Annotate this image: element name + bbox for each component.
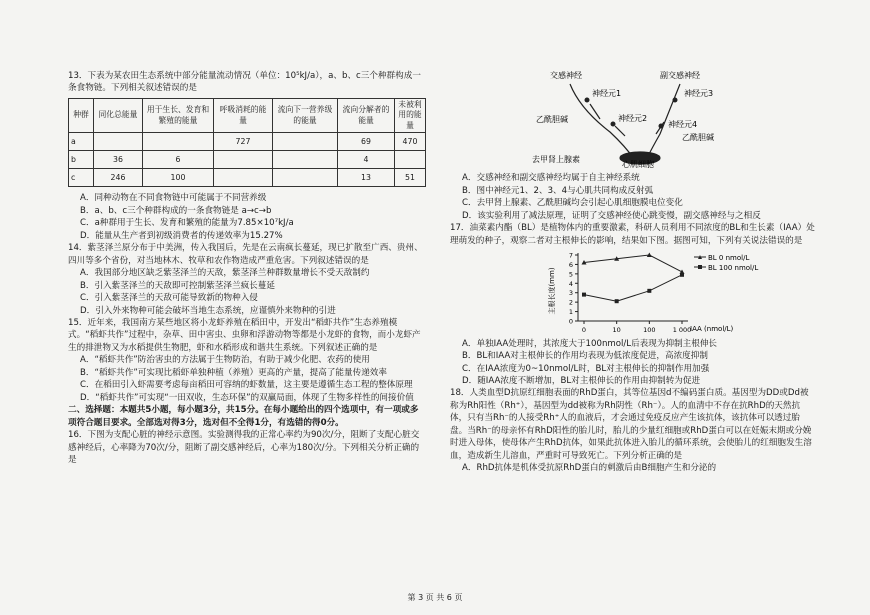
table-header-cell: 流向分解者的能量 xyxy=(338,98,395,133)
q14-option-c: C．引入紫茎泽兰的天敌可能导致新的物种入侵 xyxy=(80,293,258,304)
legend-label-bl0: BL 0 nmol/L xyxy=(708,254,750,263)
table-row xyxy=(69,133,426,151)
table-cell xyxy=(143,133,214,151)
table-header-row xyxy=(69,98,426,133)
series-line-1 xyxy=(584,275,682,301)
q17-option-b: B．BL和IAA对主根伸长的作用均表现为低浓度促进，高浓度抑制 xyxy=(462,351,708,362)
q13-option-d: D．能量从生产者到初级消费者的传递效率为15.27% xyxy=(80,230,283,241)
chart-legend xyxy=(694,254,758,272)
x-tick-label: 0 xyxy=(581,326,587,334)
q14-option-a: A．我国部分地区缺乏紫茎泽兰的天敌，紫茎泽兰种群数量增长不受天敌制约 xyxy=(80,268,370,279)
neuron-body xyxy=(585,98,590,103)
table-header-cell: 种群 xyxy=(69,98,94,133)
table-cell: a xyxy=(69,133,94,151)
series-line-0 xyxy=(584,255,682,272)
label-parasympathetic: 副交感神经 xyxy=(660,71,700,80)
table-header-cell: 流向下一营养级的能量 xyxy=(273,98,338,133)
nerve-diagram xyxy=(450,64,816,168)
right-column xyxy=(450,64,816,475)
table-cell: 13 xyxy=(338,169,395,187)
q15-option-d: D．“稻虾共作”可实现“一田双收，生态环保”的双赢局面，体现了生物多样性的间接价值 xyxy=(80,392,414,403)
section-2-heading: 二、选择题：本题共5小题，每小题3分，共15分。在每小题给出的四个选项中，有一项或多项符合题目要求。全部选对得3分，选对但不全得1分，有选错的得0分。 xyxy=(68,405,419,428)
q14-option-d: D．引入外来物种可能会破坏当地生态系统，应谨慎外来物种的引进 xyxy=(80,305,336,316)
y-tick-label: 6 xyxy=(568,261,573,270)
table-cell xyxy=(94,133,143,151)
table-cell: 470 xyxy=(395,133,426,151)
legend-marker-square xyxy=(698,265,702,269)
left-column xyxy=(68,70,426,466)
page-footer: 第 3 页 共 6 页 xyxy=(407,593,463,602)
table-cell: 246 xyxy=(94,169,143,187)
table-cell xyxy=(273,169,338,187)
x-tick-label: 10 xyxy=(612,326,621,334)
table-header-cell: 呼吸消耗的能量 xyxy=(214,98,273,133)
table-cell xyxy=(395,151,426,169)
q15-stem: 15．近年来，我国南方某些地区将小龙虾养殖在稻田中，开发出“稻虾共作”生态养殖模式。“稻虾共作”过程中，杂草、田中害虫、虫卵和浮游动物等都是小龙虾的食物，而小龙虾产生的排泄物又为水稻提供生物肥，虾和水稻形成和谐共生系统。下列叙述正确的是 xyxy=(68,317,421,353)
table-cell xyxy=(214,151,273,169)
q15-option-c: C．在稻田引入虾需要考虑每亩稻田可容纳的虾数量，这主要是遵循生态工程的整体原理 xyxy=(80,380,413,391)
x-tick-label: 100 xyxy=(643,326,656,334)
table-cell xyxy=(273,151,338,169)
data-point-square xyxy=(647,289,651,293)
x-tick-label: 1 000 xyxy=(672,326,692,334)
table-header-cell: 用于生长、发育和繁殖的能量 xyxy=(143,98,214,133)
y-tick-label: 5 xyxy=(568,270,573,279)
neuron-body xyxy=(673,98,678,103)
table-cell: c xyxy=(69,169,94,187)
legend-label-bl100: BL 100 nmol/L xyxy=(708,264,759,273)
table-cell: 727 xyxy=(214,133,273,151)
data-point-square xyxy=(680,273,684,277)
q18-stem: 18．人类血型D抗原红细胞表面的RhD蛋白，其等位基因d不编码蛋白质。基因型为DD或Dd被称为Rh阳性（Rh⁺），基因型为dd被称为Rh阴性（Rh⁻）。人的血清中不存在抗RhD的天然抗体，只有当Rh⁻的人接受Rh⁺人的血液后，才会通过免疫反应产生该抗体，该抗体可以透过胎盘。当Rh⁻的母亲怀有RhD阳性的胎儿时，胎儿的少量红细胞或RhD蛋白可以在妊娠末期或分娩时进入母体，使母体产生RhD抗体，如果此抗体进入胎儿的循环系统，会使胎儿的红细胞发生溶血，造成新生儿溶血，严重时可导致死亡。下列分析正确的是 xyxy=(450,388,812,461)
label-sympathetic: 交感神经 xyxy=(550,71,582,80)
q13-option-c: C．a种群用于生长、发育和繁殖的能量为7.85×10⁷kJ/a xyxy=(80,218,294,229)
y-tick-label: 7 xyxy=(568,251,573,260)
y-tick-label: 2 xyxy=(568,298,573,307)
table-header-cell: 同化总能量 xyxy=(94,98,143,133)
chart-xlabel: IAA (nmol/L) xyxy=(690,325,734,334)
root-length-chart xyxy=(450,247,816,333)
q16-option-a: A．交感神经和副交感神经均属于自主神经系统 xyxy=(462,173,640,184)
q13-stem: 13．下表为某农田生态系统中部分能量流动情况（单位：10⁵kJ/a），a、b、c三个种群构成一条食物链。下列相关叙述错误的是 xyxy=(68,71,421,94)
label-neuron-1: 神经元1 xyxy=(592,89,622,98)
table-cell xyxy=(214,169,273,187)
data-point-square xyxy=(582,293,586,297)
q17-stem: 17．油菜素内酯（BL）是植物体内的重要激素，科研人员利用不同浓度的BL和生长素（IAA）处理萌发的种子，观察二者对主根伸长的影响，结果如下图。据图可知，下列有关说法错误的是 xyxy=(450,223,815,246)
q15-option-a: A．“稻虾共作”防治害虫的方法属于生物防治，有助于减少化肥、农药的使用 xyxy=(80,355,370,366)
q13-option-b: B．a、b、c三个种群构成的一条食物链是 a→c→b xyxy=(80,205,272,216)
q17-option-d: D．随IAA浓度不断增加，BL对主根伸长的作用由抑制转为促进 xyxy=(462,375,701,386)
label-norepinephrine: 去甲肾上腺素 xyxy=(532,155,580,164)
label-neuron-3: 神经元3 xyxy=(684,89,714,98)
table-cell: 100 xyxy=(143,169,214,187)
q14-option-b: B．引入紫茎泽兰的天敌即可控制紫茎泽兰疯长蔓延 xyxy=(80,280,275,291)
table-cell: b xyxy=(69,151,94,169)
q14-stem: 14．紫茎泽兰原分布于中美洲，传入我国后，先是在云南疯长蔓延，现已扩散至广西、贵州、四川等多个省份，对当地林木、牧草和农作物造成严重危害。下列叙述错误的是 xyxy=(68,243,423,266)
table-row xyxy=(69,169,426,187)
q16-option-c: C．去甲肾上腺素、乙酰胆碱均会引起心肌细胞膜电位变化 xyxy=(462,198,683,209)
data-point-square xyxy=(615,299,619,303)
q13-option-a: A．同种动物在不同食物链中可能属于不同营养级 xyxy=(80,193,267,204)
label-cardiac-cell: 心肌细胞 xyxy=(622,160,654,168)
table-row xyxy=(69,151,426,169)
neuron-branch xyxy=(615,126,625,136)
table-cell: 6 xyxy=(143,151,214,169)
y-tick-label: 3 xyxy=(568,289,573,298)
neuron-body xyxy=(659,124,664,129)
table-cell: 4 xyxy=(338,151,395,169)
y-tick-label: 0 xyxy=(568,317,573,326)
table-cell: 69 xyxy=(338,133,395,151)
label-ach-right: 乙酰胆碱 xyxy=(682,133,714,142)
neuron-body xyxy=(611,122,616,127)
table-cell: 36 xyxy=(94,151,143,169)
energy-table xyxy=(68,98,426,188)
q16-stem: 16．下图为支配心脏的神经示意图。实验测得我的正常心率约为90次/分，阻断了支配心脏交感神经后，心率降为70次/分，阻断了副交感神经后，心率为180次/分。下列相关分析正确的是 xyxy=(68,430,420,465)
table-cell: 51 xyxy=(395,169,426,187)
q15-option-b: B．“稻虾共作”可实现比稻虾单独种植（养殖）更高的产量，提高了能量传递效率 xyxy=(80,367,387,378)
label-neuron-2: 神经元2 xyxy=(618,114,648,123)
y-tick-label: 1 xyxy=(568,308,573,317)
neuron-branch xyxy=(590,104,600,119)
q17-option-c: C．在IAA浓度为0~10nmol/L时，BL对主根伸长的抑制作用加强 xyxy=(462,363,710,374)
q16-option-b: B．图中神经元1、2、3、4与心肌共同构成反射弧 xyxy=(462,185,654,196)
label-ach-left: 乙酰胆碱 xyxy=(536,115,568,124)
q16-option-d: D．该实验利用了减法原理，证明了交感神经使心跳变慢，副交感神经与之相反 xyxy=(462,210,761,221)
y-tick-label: 4 xyxy=(568,279,573,288)
q17-option-a: A．单独IAA处理时，其浓度大于100nmol/L后表现为抑制主根伸长 xyxy=(462,338,718,349)
table-cell xyxy=(273,133,338,151)
q18-option-a: A．RhD抗体是机体受抗原RhD蛋白的刺激后由B细胞产生和分泌的 xyxy=(462,463,717,474)
label-neuron-4: 神经元4 xyxy=(668,120,698,129)
chart-ylabel: 主根长度(mm) xyxy=(548,267,556,315)
table-header-cell: 未被利用的能量 xyxy=(395,98,426,133)
